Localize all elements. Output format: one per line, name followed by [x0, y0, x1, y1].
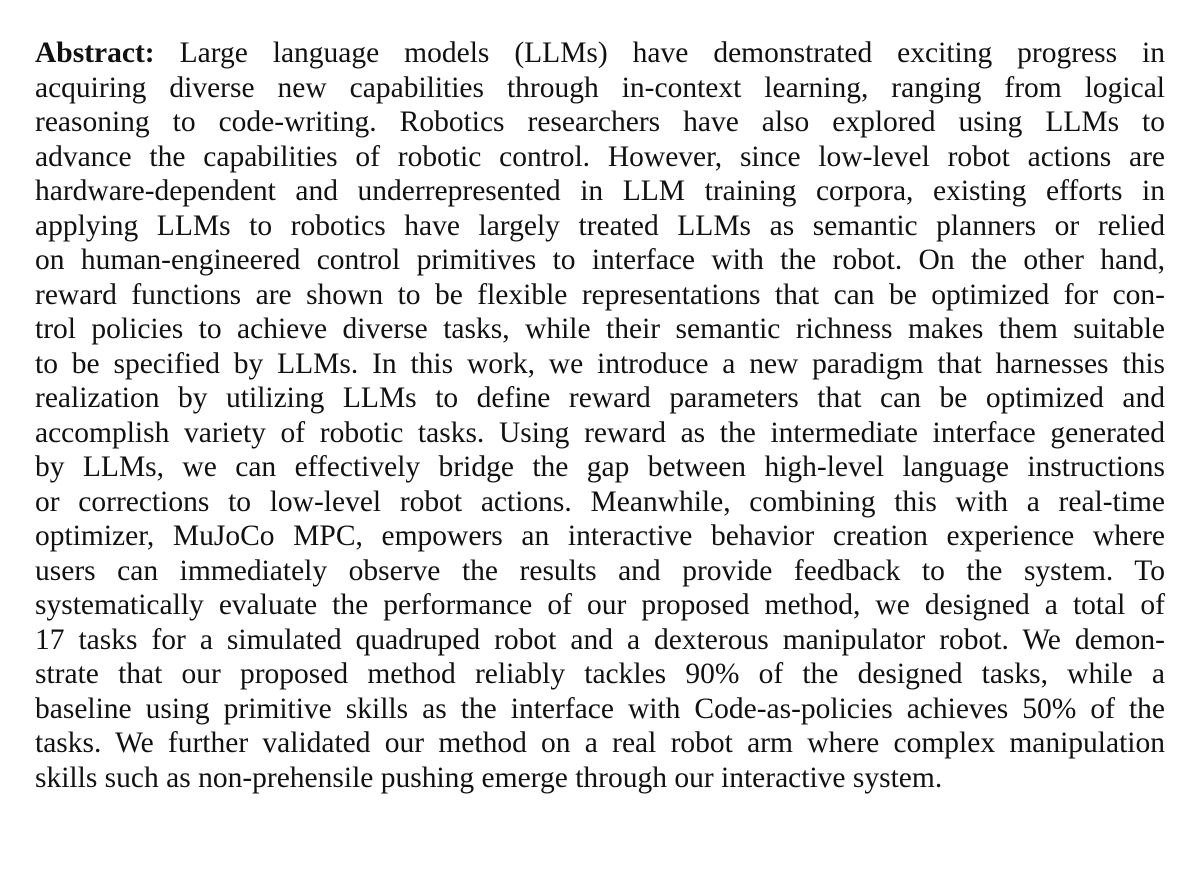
- abstract-line-14: or corrections to low-level robot actions. Meanwhile, combining this with a real-time: [35, 485, 1165, 518]
- abstract-line-2: acquiring diverse new capabilities through in-context learning, ranging from logical: [35, 71, 1165, 104]
- abstract-line-6: applying LLMs to robotics have largely treated LLMs as semantic planners or relied: [35, 209, 1165, 242]
- abstract-line-5: hardware-dependent and underrepresented in LLM training corpora, existing efforts in: [35, 175, 1165, 207]
- abstract-line-17: systematically evaluate the performance of our proposed method, we designed a total of: [35, 589, 1165, 621]
- abstract-line-22: skills such as non-prehensile pushing emerge through our interactive system.: [35, 761, 943, 794]
- abstract-line-10: to be specified by LLMs. In this work, we introduce a new paradigm that harnesses this: [35, 347, 1165, 380]
- abstract-line-12: accomplish variety of robotic tasks. Using reward as the intermediate interface generated: [35, 416, 1165, 449]
- abstract-paragraph: [35, 36, 1165, 795]
- abstract-line-1: [35, 36, 1165, 71]
- abstract-line-16: users can immediately observe the results and provide feedback to the system. To: [35, 554, 1165, 587]
- abstract-line-4: advance the capabilities of robotic control. However, since low-level robot actions are: [35, 140, 1165, 173]
- abstract-line-20: baseline using primitive skills as the interface with Code-as-policies achieves 50% of the: [35, 692, 1165, 725]
- abstract-line-3: reasoning to code-writing. Robotics researchers have also explored using LLMs to: [35, 106, 1165, 138]
- abstract-line-text: Large language models (LLMs) have demonstrated exciting progress in: [179, 37, 1166, 69]
- abstract-line-15: optimizer, MuJoCo MPC, empowers an interactive behavior creation experience where: [35, 520, 1165, 552]
- abstract-line-7: on human-engineered control primitives to interface with the robot. On the other hand,: [35, 244, 1165, 276]
- abstract-line-11: realization by utilizing LLMs to define reward parameters that can be optimized and: [35, 382, 1165, 414]
- abstract-line-19: strate that our proposed method reliably tackles 90% of the designed tasks, while a: [35, 658, 1165, 690]
- abstract-line-21: tasks. We further validated our method on a real robot arm where complex manipulation: [35, 727, 1165, 759]
- abstract-line-8: reward functions are shown to be flexible representations that can be optimized for con-: [35, 278, 1165, 311]
- abstract-line-13: by LLMs, we can effectively bridge the gap between high-level language instructions: [35, 451, 1165, 483]
- abstract-line-18: 17 tasks for a simulated quadruped robot and a dexterous manipulator robot. We demon-: [35, 623, 1165, 656]
- abstract-line-9: trol policies to achieve diverse tasks, while their semantic richness makes them suitable: [35, 313, 1165, 345]
- abstract-heading: Abstract:: [35, 37, 155, 69]
